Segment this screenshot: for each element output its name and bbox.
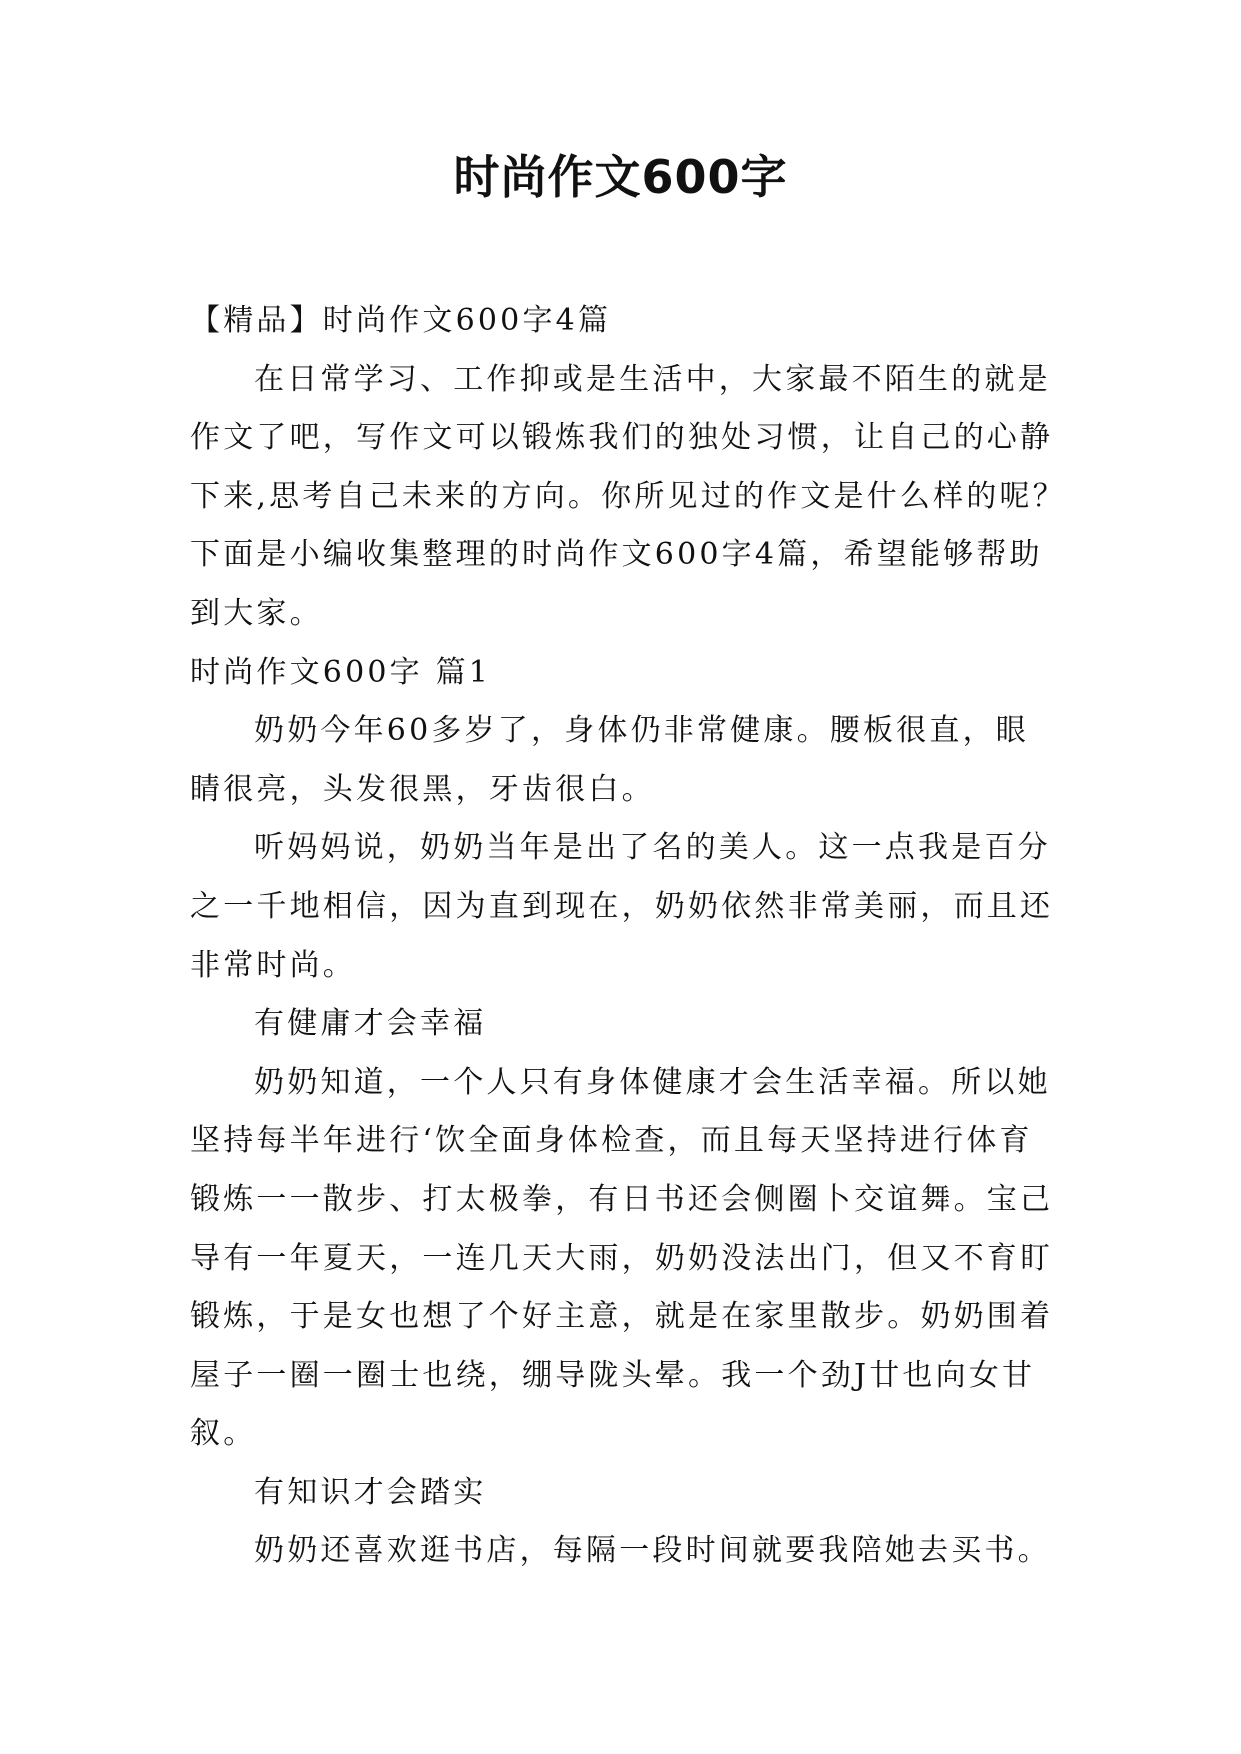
text-line: 在日常学习、工作抑或是生活中，大家最不陌生的就是 xyxy=(254,361,1051,397)
section-heading: 时尚作文600字 篇1 xyxy=(190,654,492,690)
text-line: 听妈妈说，奶奶当年是出了名的美人。这一点我是百分 xyxy=(254,830,1051,866)
text-line: 坚持每半年进行‘饮全面身体检查，而且每天坚持进行体育 xyxy=(190,1123,1033,1159)
text-line: 之一千地相信，因为直到现在，奶奶依然非常美丽，而且还 xyxy=(190,888,1054,924)
subheading: 有健庸才会幸福 xyxy=(254,1006,487,1042)
text-line: 非常时尚。 xyxy=(190,947,356,983)
text-line: 屋子一圈一圈士也绕，绷导陇头晕。我一个劲J廿也向女甘 xyxy=(190,1357,1036,1393)
text-line: 叙。 xyxy=(190,1416,257,1452)
subheading: 有知识才会踏实 xyxy=(254,1474,487,1510)
document-title: 时尚作文600字 xyxy=(453,150,788,204)
document-body xyxy=(190,292,1066,1581)
text-line: 奶奶今年60多岁了，身体仍非常健康。腰板很直，眼 xyxy=(254,713,1029,749)
text-line: 奶奶还喜欢逛书店，每隔一段时间就要我陪她去买书。 xyxy=(254,1533,1051,1569)
text-line: 下面是小编收集整理的时尚作文600字4篇，希望能够帮助 xyxy=(190,537,1043,573)
text-line: 锻炼，于是女也想了个好主意，就是在家里散步。奶奶围着 xyxy=(190,1299,1054,1335)
text-line: 下来,思考自己未来的方向。你所见过的作文是什么样的呢？ xyxy=(190,478,1066,514)
text-line: 锻炼一一散步、打太极拳，有日书还会侧圈卜交谊舞。宝己 xyxy=(190,1181,1054,1217)
text-line: 作文了吧，写作文可以锻炼我们的独处习惯，让自己的心静 xyxy=(190,420,1054,456)
text-line: 睛很亮，头发很黑，牙齿很白。 xyxy=(190,771,655,807)
text-line: 到大家。 xyxy=(190,595,323,631)
text-line: 【精品】时尚作文600字4篇 xyxy=(190,303,612,338)
text-line: 奶奶知道，一个人只有身体健康才会生活幸福。所以她 xyxy=(254,1064,1051,1100)
text-line: 导有一年夏天，一连几天大雨，奶奶没法出门，但又不育盯 xyxy=(190,1240,1054,1276)
